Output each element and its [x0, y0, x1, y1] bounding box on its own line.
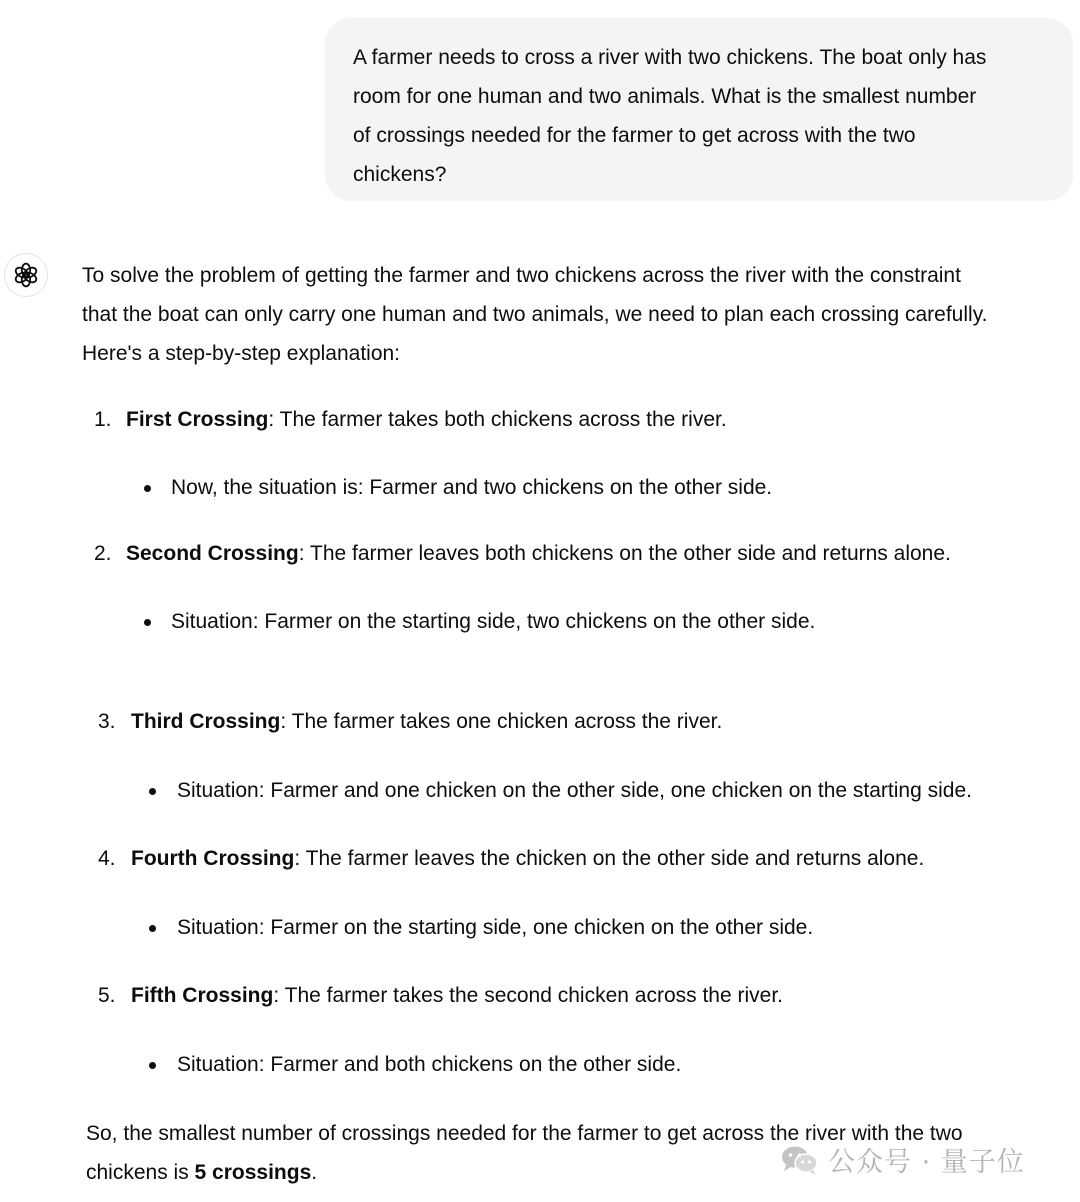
step-description: : The farmer takes one chicken across the river. — [280, 710, 723, 733]
bullet-dot — [144, 619, 151, 626]
conclusion-prefix: chickens is — [86, 1161, 195, 1184]
step-bullet: Situation: Farmer and both chickens on the other side. — [177, 1053, 682, 1076]
step-description: : The farmer takes both chickens across the river. — [268, 408, 727, 431]
user-message-line: room for one human and two animals. What is the smallest number — [353, 85, 977, 108]
conclusion-line: So, the smallest number of crossings needed for the farmer to get across the river with the two — [86, 1122, 963, 1145]
assistant-avatar — [4, 253, 48, 297]
step-bullet: Situation: Farmer on the starting side, two chickens on the other side. — [171, 610, 816, 633]
assistant-intro-line: To solve the problem of getting the farmer and two chickens across the river with the constraint — [82, 264, 961, 287]
watermark-text: 公众号 · 量子位 — [828, 1147, 1025, 1178]
step-description: : The farmer takes the second chicken across the river. — [273, 984, 784, 1007]
step-text — [126, 539, 951, 569]
step-bullet: Situation: Farmer on the starting side, one chicken on the other side. — [177, 916, 814, 939]
assistant-message — [82, 256, 1072, 373]
user-message-line: A farmer needs to cross a river with two chickens. The boat only has — [353, 46, 987, 69]
step-number: 3. — [98, 710, 116, 733]
step-bullet: Situation: Farmer and one chicken on the other side, one chicken on the starting side. — [177, 779, 972, 802]
step-number: 5. — [98, 984, 116, 1007]
step-number: 1. — [94, 408, 112, 431]
step-description: : The farmer leaves the chicken on the other side and returns alone. — [294, 847, 925, 870]
step-title: Third Crossing — [131, 710, 281, 733]
step-title: Second Crossing — [126, 542, 299, 565]
wechat-icon — [780, 1144, 820, 1176]
step-text — [131, 707, 722, 737]
user-message-line: chickens? — [353, 163, 447, 186]
bullet-dot — [149, 1062, 156, 1069]
step-text — [126, 405, 727, 435]
step-title: Fifth Crossing — [131, 984, 274, 1007]
step-text — [131, 844, 924, 874]
user-message-bubble — [325, 18, 1073, 201]
step-description: : The farmer leaves both chickens on the other side and returns alone. — [298, 542, 951, 565]
step-number: 2. — [94, 542, 112, 565]
step-number: 4. — [98, 847, 116, 870]
assistant-intro-line: that the boat can only carry one human and two animals, we need to plan each crossing carefully. — [82, 303, 988, 326]
bullet-dot — [149, 788, 156, 795]
step-bullet: Now, the situation is: Farmer and two chickens on the other side. — [171, 476, 773, 499]
conclusion-suffix: . — [311, 1161, 318, 1184]
openai-logo-icon — [13, 262, 39, 288]
bullet-dot — [149, 925, 156, 932]
watermark — [780, 1140, 1025, 1179]
assistant-intro-line: Here's a step-by-step explanation: — [82, 342, 401, 365]
user-message-line: of crossings needed for the farmer to get across with the two — [353, 124, 916, 147]
step-text — [131, 981, 783, 1011]
step-title: First Crossing — [126, 408, 269, 431]
step-title: Fourth Crossing — [131, 847, 295, 870]
conclusion-answer: 5 crossings — [194, 1161, 312, 1184]
bullet-dot — [144, 485, 151, 492]
